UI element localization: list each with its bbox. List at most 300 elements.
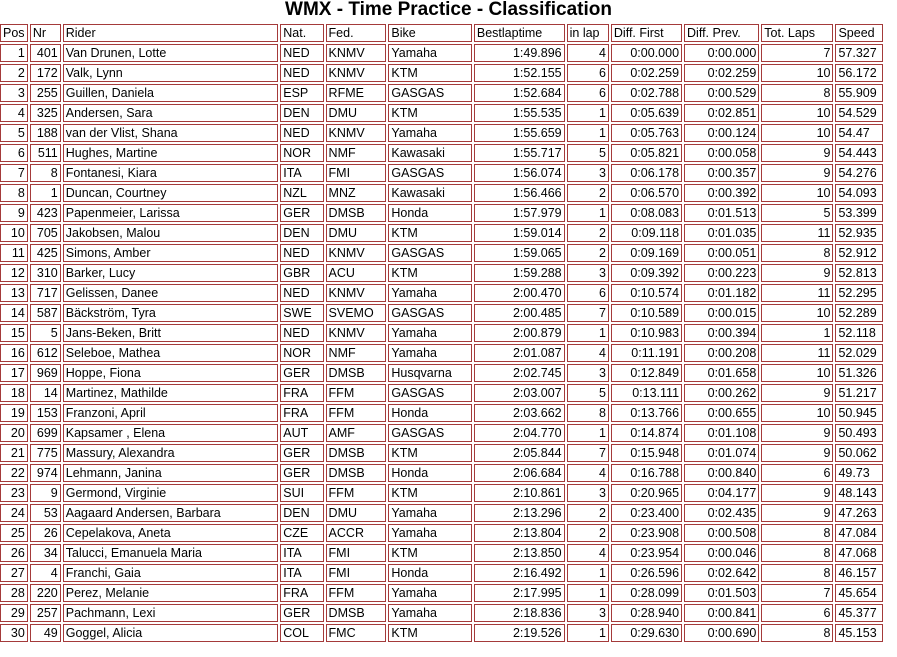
cell-in-lap: 4 [567, 544, 609, 562]
column-header-bike: Bike [388, 24, 472, 42]
cell-diff-first: 0:10.574 [611, 284, 682, 302]
cell-fed: KNMV [326, 124, 387, 142]
cell-diff-prev: 0:02.259 [684, 64, 759, 82]
cell-in-lap: 2 [567, 184, 609, 202]
column-header-nr: Nr [30, 24, 61, 42]
cell-in-lap: 1 [567, 104, 609, 122]
cell-rider: Jakobsen, Malou [63, 224, 279, 242]
table-row [0, 444, 883, 462]
cell-diff-prev: 0:00.357 [684, 164, 759, 182]
cell-pos: 15 [0, 324, 28, 342]
cell-nat: SWE [280, 304, 323, 322]
cell-diff-first: 0:00.000 [611, 44, 682, 62]
cell-diff-prev: 0:00.841 [684, 604, 759, 622]
table-row [0, 624, 883, 642]
cell-in-lap: 1 [567, 324, 609, 342]
cell-nr: 34 [30, 544, 61, 562]
cell-bestlaptime: 1:59.065 [474, 244, 565, 262]
cell-bestlaptime: 2:00.879 [474, 324, 565, 342]
cell-diff-prev: 0:00.058 [684, 144, 759, 162]
cell-nat: COL [280, 624, 323, 642]
cell-rider: Germond, Virginie [63, 484, 279, 502]
cell-fed: DMU [326, 104, 387, 122]
cell-speed: 54.276 [835, 164, 883, 182]
cell-tot-laps: 9 [761, 164, 833, 182]
cell-bike: GASGAS [388, 244, 472, 262]
cell-pos: 10 [0, 224, 28, 242]
cell-bestlaptime: 1:56.466 [474, 184, 565, 202]
cell-speed: 50.945 [835, 404, 883, 422]
table-row [0, 304, 883, 322]
cell-nat: NED [280, 284, 323, 302]
cell-in-lap: 6 [567, 84, 609, 102]
cell-diff-first: 0:02.788 [611, 84, 682, 102]
cell-bestlaptime: 2:05.844 [474, 444, 565, 462]
table-row [0, 184, 883, 202]
cell-tot-laps: 9 [761, 384, 833, 402]
cell-diff-first: 0:06.570 [611, 184, 682, 202]
cell-in-lap: 8 [567, 404, 609, 422]
cell-tot-laps: 10 [761, 184, 833, 202]
cell-nat: NED [280, 44, 323, 62]
cell-in-lap: 5 [567, 144, 609, 162]
cell-pos: 23 [0, 484, 28, 502]
cell-pos: 22 [0, 464, 28, 482]
cell-pos: 16 [0, 344, 28, 362]
cell-diff-first: 0:05.821 [611, 144, 682, 162]
cell-diff-prev: 0:01.074 [684, 444, 759, 462]
cell-bike: KTM [388, 104, 472, 122]
cell-diff-first: 0:12.849 [611, 364, 682, 382]
table-row [0, 284, 883, 302]
cell-fed: DMU [326, 224, 387, 242]
cell-bike: Yamaha [388, 324, 472, 342]
cell-bike: Yamaha [388, 584, 472, 602]
cell-bestlaptime: 1:59.014 [474, 224, 565, 242]
cell-diff-prev: 0:00.000 [684, 44, 759, 62]
cell-in-lap: 1 [567, 564, 609, 582]
cell-pos: 27 [0, 564, 28, 582]
cell-bike: KTM [388, 624, 472, 642]
cell-in-lap: 3 [567, 364, 609, 382]
cell-tot-laps: 9 [761, 264, 833, 282]
cell-bike: KTM [388, 264, 472, 282]
cell-nr: 9 [30, 484, 61, 502]
cell-diff-prev: 0:00.124 [684, 124, 759, 142]
cell-nat: DEN [280, 104, 323, 122]
cell-pos: 4 [0, 104, 28, 122]
cell-bestlaptime: 2:00.485 [474, 304, 565, 322]
cell-bestlaptime: 2:18.836 [474, 604, 565, 622]
cell-pos: 30 [0, 624, 28, 642]
cell-nr: 255 [30, 84, 61, 102]
cell-nr: 511 [30, 144, 61, 162]
cell-bike: Yamaha [388, 44, 472, 62]
cell-diff-prev: 0:00.208 [684, 344, 759, 362]
cell-pos: 12 [0, 264, 28, 282]
cell-bike: Yamaha [388, 344, 472, 362]
column-header-fed: Fed. [326, 24, 387, 42]
cell-in-lap: 1 [567, 584, 609, 602]
table-row [0, 104, 883, 122]
cell-fed: DMSB [326, 364, 387, 382]
cell-tot-laps: 11 [761, 224, 833, 242]
cell-fed: SVEMO [326, 304, 387, 322]
cell-bestlaptime: 2:17.995 [474, 584, 565, 602]
cell-nat: SUI [280, 484, 323, 502]
cell-nat: NED [280, 124, 323, 142]
cell-diff-first: 0:20.965 [611, 484, 682, 502]
cell-speed: 45.654 [835, 584, 883, 602]
cell-bike: GASGAS [388, 84, 472, 102]
cell-speed: 52.813 [835, 264, 883, 282]
cell-speed: 47.263 [835, 504, 883, 522]
cell-diff-prev: 0:01.513 [684, 204, 759, 222]
cell-nat: GER [280, 444, 323, 462]
cell-nat: NZL [280, 184, 323, 202]
cell-fed: KNMV [326, 324, 387, 342]
cell-tot-laps: 11 [761, 344, 833, 362]
cell-tot-laps: 8 [761, 524, 833, 542]
cell-bestlaptime: 2:01.087 [474, 344, 565, 362]
cell-speed: 51.326 [835, 364, 883, 382]
cell-in-lap: 2 [567, 224, 609, 242]
cell-diff-prev: 0:00.262 [684, 384, 759, 402]
cell-nat: GER [280, 204, 323, 222]
cell-rider: Fontanesi, Kiara [63, 164, 279, 182]
cell-fed: FMI [326, 564, 387, 582]
cell-fed: KNMV [326, 244, 387, 262]
cell-speed: 54.47 [835, 124, 883, 142]
cell-speed: 54.443 [835, 144, 883, 162]
cell-pos: 19 [0, 404, 28, 422]
cell-tot-laps: 9 [761, 144, 833, 162]
cell-speed: 46.157 [835, 564, 883, 582]
table-row [0, 404, 883, 422]
cell-nat: FRA [280, 584, 323, 602]
cell-rider: van der Vlist, Shana [63, 124, 279, 142]
cell-nr: 310 [30, 264, 61, 282]
cell-bike: Yamaha [388, 604, 472, 622]
cell-bike: Honda [388, 464, 472, 482]
cell-diff-first: 0:06.178 [611, 164, 682, 182]
cell-tot-laps: 10 [761, 104, 833, 122]
cell-pos: 18 [0, 384, 28, 402]
cell-diff-first: 0:16.788 [611, 464, 682, 482]
cell-fed: AMF [326, 424, 387, 442]
table-row [0, 484, 883, 502]
cell-nat: ITA [280, 544, 323, 562]
cell-nr: 325 [30, 104, 61, 122]
cell-in-lap: 6 [567, 64, 609, 82]
cell-nr: 257 [30, 604, 61, 622]
cell-fed: ACU [326, 264, 387, 282]
table-row [0, 564, 883, 582]
cell-bestlaptime: 2:13.804 [474, 524, 565, 542]
cell-pos: 2 [0, 64, 28, 82]
cell-fed: FMC [326, 624, 387, 642]
cell-tot-laps: 10 [761, 304, 833, 322]
cell-bestlaptime: 1:55.717 [474, 144, 565, 162]
cell-fed: FMI [326, 544, 387, 562]
cell-diff-prev: 0:01.035 [684, 224, 759, 242]
table-row [0, 364, 883, 382]
cell-nr: 612 [30, 344, 61, 362]
cell-diff-first: 0:23.954 [611, 544, 682, 562]
cell-rider: Goggel, Alicia [63, 624, 279, 642]
cell-fed: DMSB [326, 464, 387, 482]
cell-diff-prev: 0:04.177 [684, 484, 759, 502]
cell-diff-prev: 0:00.223 [684, 264, 759, 282]
cell-rider: Seleboe, Mathea [63, 344, 279, 362]
cell-speed: 56.172 [835, 64, 883, 82]
cell-bestlaptime: 2:13.296 [474, 504, 565, 522]
cell-diff-first: 0:23.400 [611, 504, 682, 522]
cell-rider: Valk, Lynn [63, 64, 279, 82]
cell-speed: 53.399 [835, 204, 883, 222]
cell-tot-laps: 6 [761, 464, 833, 482]
cell-diff-first: 0:26.596 [611, 564, 682, 582]
cell-bestlaptime: 2:16.492 [474, 564, 565, 582]
cell-nr: 969 [30, 364, 61, 382]
table-row [0, 164, 883, 182]
table-row [0, 264, 883, 282]
cell-rider: Jans-Beken, Britt [63, 324, 279, 342]
cell-bestlaptime: 1:57.979 [474, 204, 565, 222]
table-row [0, 464, 883, 482]
cell-bike: Honda [388, 564, 472, 582]
table-row [0, 384, 883, 402]
cell-diff-first: 0:29.630 [611, 624, 682, 642]
cell-diff-first: 0:09.392 [611, 264, 682, 282]
cell-rider: Pachmann, Lexi [63, 604, 279, 622]
table-row [0, 44, 883, 62]
cell-pos: 6 [0, 144, 28, 162]
cell-speed: 47.084 [835, 524, 883, 542]
cell-bike: GASGAS [388, 384, 472, 402]
cell-nat: NOR [280, 344, 323, 362]
cell-in-lap: 7 [567, 304, 609, 322]
cell-diff-prev: 0:00.655 [684, 404, 759, 422]
cell-fed: FFM [326, 584, 387, 602]
table-row [0, 224, 883, 242]
cell-nr: 705 [30, 224, 61, 242]
cell-diff-first: 0:23.908 [611, 524, 682, 542]
cell-rider: Talucci, Emanuela Maria [63, 544, 279, 562]
cell-bestlaptime: 2:13.850 [474, 544, 565, 562]
cell-nr: 699 [30, 424, 61, 442]
cell-tot-laps: 11 [761, 284, 833, 302]
cell-pos: 1 [0, 44, 28, 62]
cell-diff-first: 0:14.874 [611, 424, 682, 442]
cell-diff-prev: 0:00.015 [684, 304, 759, 322]
cell-fed: DMSB [326, 604, 387, 622]
cell-tot-laps: 8 [761, 624, 833, 642]
cell-fed: ACCR [326, 524, 387, 542]
header-row [0, 24, 883, 42]
cell-fed: FFM [326, 384, 387, 402]
cell-fed: FMI [326, 164, 387, 182]
cell-rider: Barker, Lucy [63, 264, 279, 282]
cell-bestlaptime: 1:59.288 [474, 264, 565, 282]
cell-pos: 7 [0, 164, 28, 182]
table-row [0, 64, 883, 82]
cell-diff-prev: 0:00.392 [684, 184, 759, 202]
cell-diff-prev: 0:00.394 [684, 324, 759, 342]
table-row [0, 204, 883, 222]
cell-diff-prev: 0:02.851 [684, 104, 759, 122]
cell-tot-laps: 10 [761, 404, 833, 422]
cell-bike: Yamaha [388, 504, 472, 522]
cell-fed: NMF [326, 144, 387, 162]
table-row [0, 524, 883, 542]
cell-tot-laps: 8 [761, 544, 833, 562]
cell-speed: 52.912 [835, 244, 883, 262]
cell-rider: Cepelakova, Aneta [63, 524, 279, 542]
cell-bike: KTM [388, 224, 472, 242]
cell-bike: GASGAS [388, 304, 472, 322]
column-header-speed: Speed [835, 24, 883, 42]
cell-rider: Simons, Amber [63, 244, 279, 262]
cell-fed: FFM [326, 404, 387, 422]
cell-pos: 8 [0, 184, 28, 202]
cell-bike: KTM [388, 544, 472, 562]
cell-diff-first: 0:05.639 [611, 104, 682, 122]
cell-nat: GER [280, 364, 323, 382]
cell-speed: 52.295 [835, 284, 883, 302]
cell-nr: 188 [30, 124, 61, 142]
cell-diff-prev: 0:01.658 [684, 364, 759, 382]
cell-speed: 47.068 [835, 544, 883, 562]
cell-speed: 45.153 [835, 624, 883, 642]
cell-bestlaptime: 2:06.684 [474, 464, 565, 482]
cell-bestlaptime: 1:52.155 [474, 64, 565, 82]
cell-diff-prev: 0:00.529 [684, 84, 759, 102]
cell-in-lap: 2 [567, 244, 609, 262]
table-row [0, 144, 883, 162]
cell-in-lap: 4 [567, 44, 609, 62]
cell-diff-first: 0:28.099 [611, 584, 682, 602]
cell-in-lap: 2 [567, 504, 609, 522]
cell-tot-laps: 7 [761, 584, 833, 602]
cell-rider: Guillen, Daniela [63, 84, 279, 102]
cell-in-lap: 7 [567, 444, 609, 462]
page-title: WMX - Time Practice - Classification [285, 0, 612, 20]
cell-nr: 974 [30, 464, 61, 482]
table-row [0, 584, 883, 602]
cell-diff-prev: 0:01.503 [684, 584, 759, 602]
classification-table [0, 22, 885, 644]
cell-in-lap: 3 [567, 604, 609, 622]
cell-diff-prev: 0:00.840 [684, 464, 759, 482]
cell-bestlaptime: 1:56.074 [474, 164, 565, 182]
cell-bestlaptime: 2:00.470 [474, 284, 565, 302]
cell-nat: DEN [280, 504, 323, 522]
cell-fed: FFM [326, 484, 387, 502]
cell-nat: GBR [280, 264, 323, 282]
cell-rider: Gelissen, Danee [63, 284, 279, 302]
cell-pos: 5 [0, 124, 28, 142]
cell-speed: 52.029 [835, 344, 883, 362]
cell-bestlaptime: 1:49.896 [474, 44, 565, 62]
cell-tot-laps: 6 [761, 604, 833, 622]
table-row [0, 84, 883, 102]
cell-in-lap: 3 [567, 484, 609, 502]
table-row [0, 344, 883, 362]
cell-nat: ITA [280, 564, 323, 582]
cell-diff-prev: 0:01.108 [684, 424, 759, 442]
cell-nat: GER [280, 604, 323, 622]
cell-bestlaptime: 2:19.526 [474, 624, 565, 642]
cell-speed: 52.935 [835, 224, 883, 242]
cell-bike: Yamaha [388, 284, 472, 302]
cell-speed: 49.73 [835, 464, 883, 482]
cell-tot-laps: 8 [761, 84, 833, 102]
cell-rider: Lehmann, Janina [63, 464, 279, 482]
cell-fed: KNMV [326, 44, 387, 62]
cell-nr: 4 [30, 564, 61, 582]
cell-bike: KTM [388, 444, 472, 462]
cell-fed: MNZ [326, 184, 387, 202]
cell-bike: KTM [388, 484, 472, 502]
cell-tot-laps: 10 [761, 364, 833, 382]
cell-pos: 11 [0, 244, 28, 262]
column-header-diff-first: Diff. First [611, 24, 682, 42]
cell-rider: Franchi, Gaia [63, 564, 279, 582]
cell-nr: 1 [30, 184, 61, 202]
cell-rider: Bäckström, Tyra [63, 304, 279, 322]
cell-diff-first: 0:13.766 [611, 404, 682, 422]
cell-nr: 775 [30, 444, 61, 462]
cell-nr: 425 [30, 244, 61, 262]
cell-diff-first: 0:15.948 [611, 444, 682, 462]
cell-nat: FRA [280, 384, 323, 402]
cell-bike: Husqvarna [388, 364, 472, 382]
cell-diff-prev: 0:00.046 [684, 544, 759, 562]
cell-in-lap: 4 [567, 464, 609, 482]
cell-pos: 26 [0, 544, 28, 562]
cell-pos: 29 [0, 604, 28, 622]
column-header-nat: Nat. [280, 24, 323, 42]
table-row [0, 604, 883, 622]
cell-rider: Martinez, Mathilde [63, 384, 279, 402]
cell-diff-first: 0:13.111 [611, 384, 682, 402]
cell-speed: 50.062 [835, 444, 883, 462]
cell-bike: KTM [388, 64, 472, 82]
cell-tot-laps: 7 [761, 44, 833, 62]
cell-speed: 48.143 [835, 484, 883, 502]
cell-bike: Honda [388, 404, 472, 422]
cell-nr: 8 [30, 164, 61, 182]
cell-rider: Aagaard Andersen, Barbara [63, 504, 279, 522]
cell-bestlaptime: 1:55.659 [474, 124, 565, 142]
cell-speed: 54.529 [835, 104, 883, 122]
cell-fed: KNMV [326, 284, 387, 302]
column-header-bestlaptime: Bestlaptime [474, 24, 565, 42]
cell-in-lap: 3 [567, 164, 609, 182]
cell-rider: Perez, Melanie [63, 584, 279, 602]
cell-nat: AUT [280, 424, 323, 442]
cell-bestlaptime: 2:10.861 [474, 484, 565, 502]
cell-fed: DMSB [326, 444, 387, 462]
cell-fed: NMF [326, 344, 387, 362]
cell-tot-laps: 9 [761, 424, 833, 442]
cell-diff-prev: 0:01.182 [684, 284, 759, 302]
cell-in-lap: 3 [567, 264, 609, 282]
cell-speed: 52.289 [835, 304, 883, 322]
cell-bike: Honda [388, 204, 472, 222]
cell-nat: NED [280, 244, 323, 262]
